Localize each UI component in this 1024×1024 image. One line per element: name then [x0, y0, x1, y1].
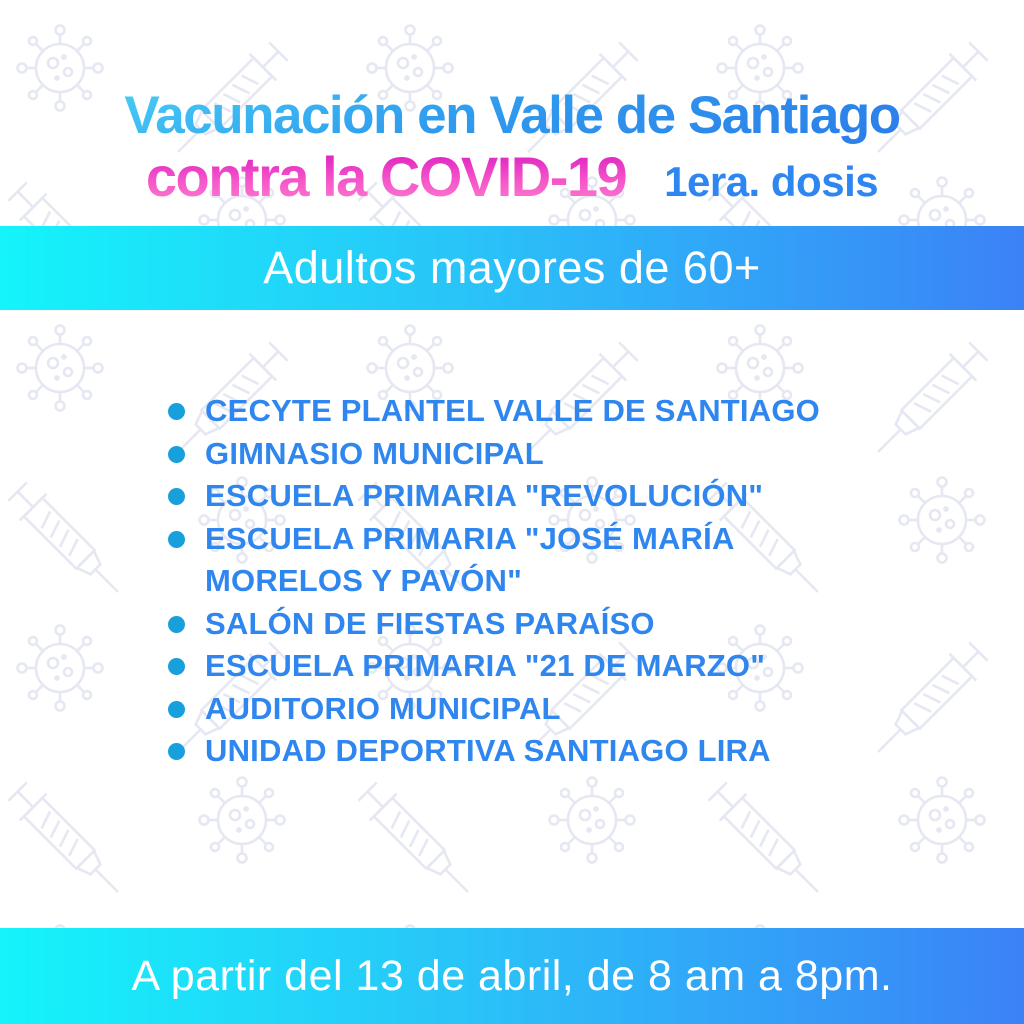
- schedule-banner-label: A partir del 13 de abril, de 8 am a 8pm.: [131, 951, 893, 1000]
- location-item: [168, 603, 888, 646]
- location-item: [168, 518, 888, 603]
- location-label: ESCUELA PRIMARIA "JOSÉ MARÍA: [205, 520, 735, 556]
- location-label-cont: MORELOS Y PAVÓN": [205, 563, 523, 598]
- bullet-dot-icon: [168, 488, 185, 505]
- location-label: AUDITORIO MUNICIPAL: [205, 690, 561, 726]
- location-label: GIMNASIO MUNICIPAL: [205, 435, 544, 471]
- bullet-dot-icon: [168, 658, 185, 675]
- bullet-dot-icon: [168, 743, 185, 760]
- header: [0, 86, 1024, 208]
- bullet-dot-icon: [168, 701, 185, 718]
- bullet-dot-icon: [168, 446, 185, 463]
- location-item: [168, 475, 888, 518]
- location-item: [168, 433, 888, 476]
- location-label: ESCUELA PRIMARIA "21 DE MARZO": [205, 648, 766, 683]
- location-item: [168, 645, 888, 688]
- dose-label: 1era. dosis: [664, 158, 879, 205]
- poster-subtitle: contra la COVID-19: [145, 145, 627, 208]
- audience-banner: [0, 226, 1024, 310]
- audience-banner-label: Adultos mayores de 60+: [263, 242, 761, 293]
- bullet-dot-icon: [168, 531, 185, 548]
- bullet-dot-icon: [168, 616, 185, 633]
- location-item: [168, 390, 888, 433]
- location-label: ESCUELA PRIMARIA "REVOLUCIÓN": [205, 478, 764, 513]
- location-list: [168, 390, 888, 773]
- location-label: SALÓN DE FIESTAS PARAÍSO: [205, 605, 655, 641]
- schedule-banner: [0, 928, 1024, 1024]
- location-item: [168, 688, 888, 731]
- location-label: CECYTE PLANTEL VALLE DE SANTIAGO: [205, 393, 820, 428]
- location-item: [168, 730, 888, 773]
- bullet-dot-icon: [168, 403, 185, 420]
- location-label: UNIDAD DEPORTIVA SANTIAGO LIRA: [205, 733, 771, 768]
- poster-title: Vacunación en Valle de Santiago: [124, 86, 900, 145]
